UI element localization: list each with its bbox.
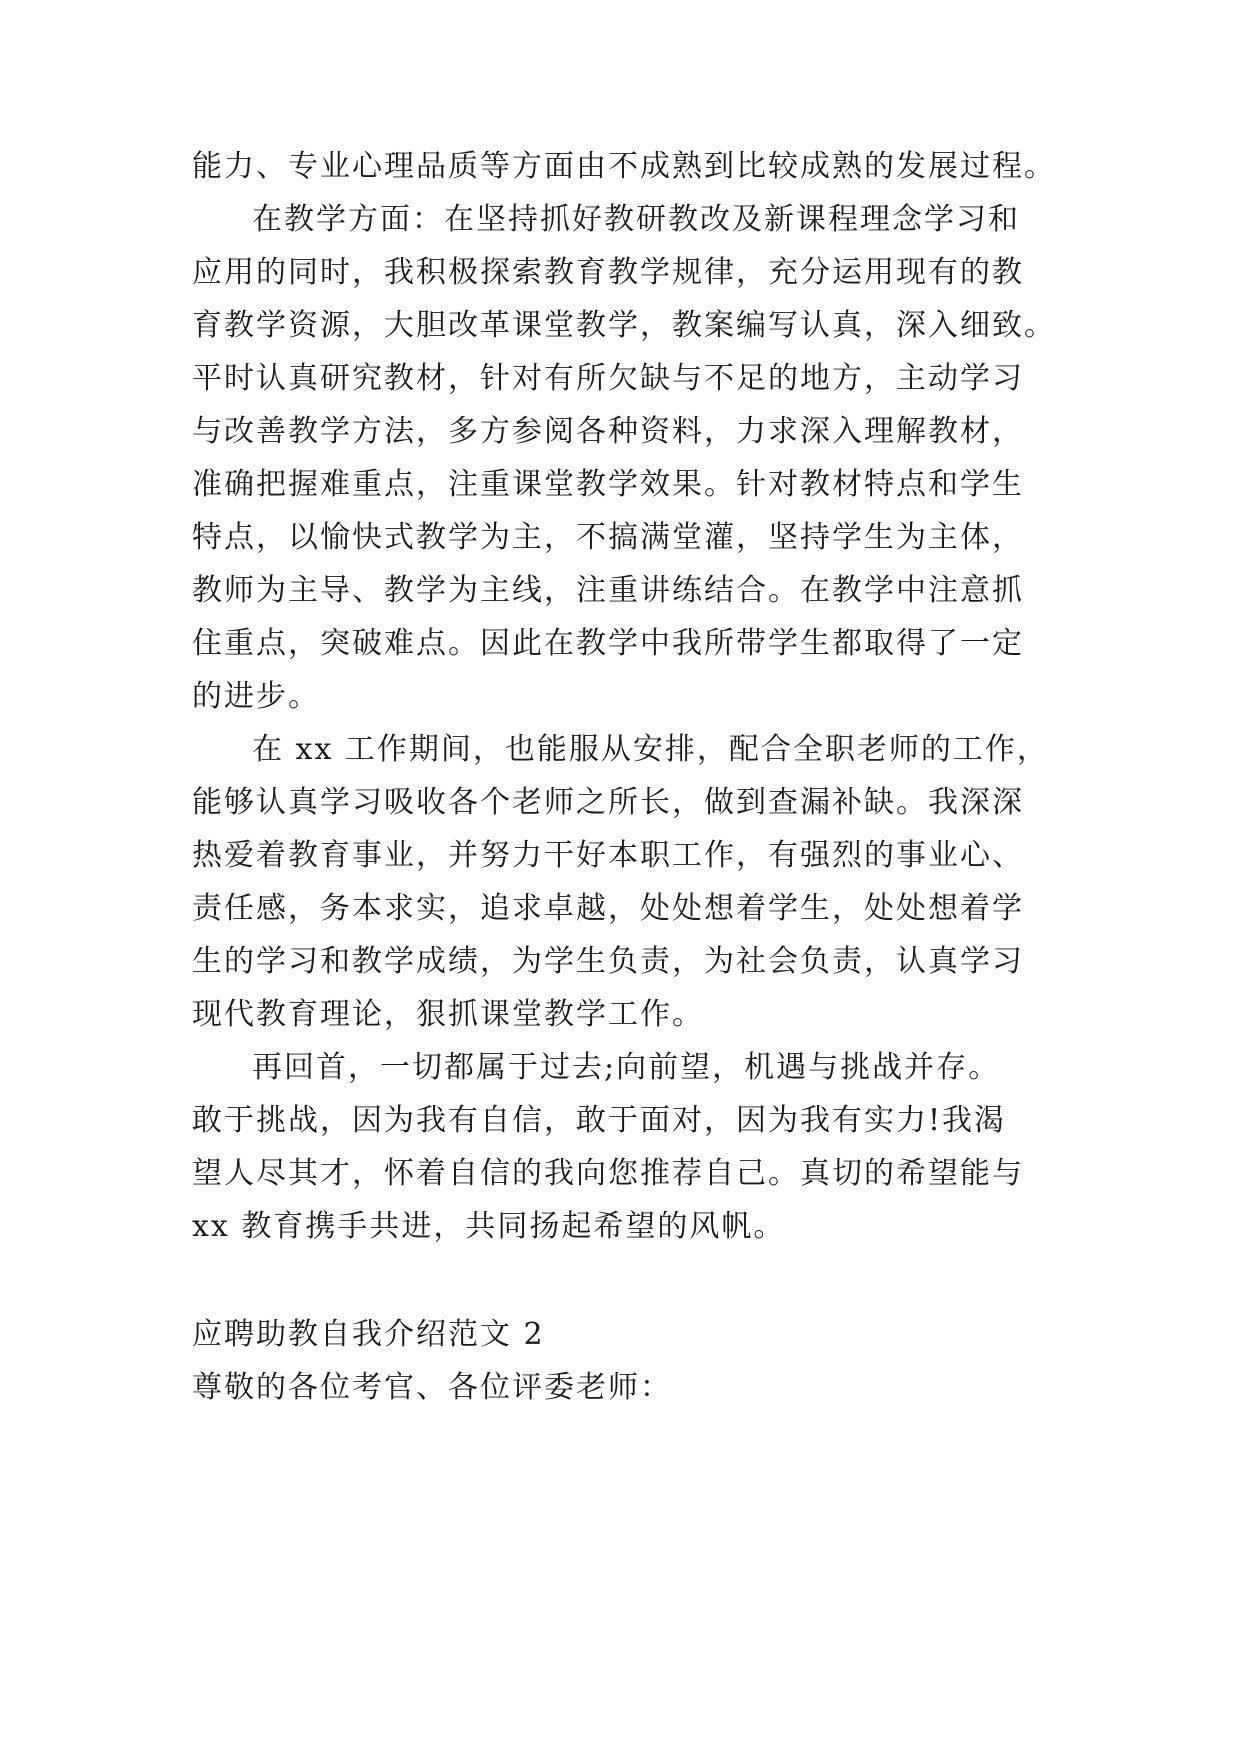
text-line: 责任感，务本求实，追求卓越，处处想着学生，处处想着学	[192, 891, 1024, 926]
text-line: 教师为主导、教学为主线，注重讲练结合。在教学中注意抓	[192, 573, 1024, 608]
paragraph-first-line: 在教学方面：在坚持抓好教研教改及新课程理念学习和	[252, 202, 1020, 237]
text-line: 与改善教学方法，多方参阅各种资料，力求深入理解教材，	[192, 414, 1024, 449]
text-line: 能够认真学习吸收各个老师之所长，做到查漏补缺。我深深	[192, 785, 1024, 820]
text-line: 能力、专业心理品质等方面由不成熟到比较成熟的发展过程。	[192, 149, 1056, 184]
paragraph-first-line: 再回首，一切都属于过去;向前望，机遇与挑战并存。	[252, 1050, 1001, 1085]
text-line: xx 教育携手共进，共同扬起希望的风帆。	[192, 1209, 786, 1244]
text-line: 的进步。	[192, 679, 320, 714]
text-line: 敢于挑战，因为我有自信，敢于面对，因为我有实力!我渴	[192, 1103, 1007, 1138]
text-line: 特点，以愉快式教学为主，不搞满堂灌，坚持学生为主体，	[192, 520, 1024, 555]
text-line: 平时认真研究教材，针对有所欠缺与不足的地方，主动学习	[192, 361, 1024, 396]
text-line: 准确把握难重点，注重课堂教学效果。针对教材特点和学生	[192, 467, 1024, 502]
text-line: 望人尽其才，怀着自信的我向您推荐自己。真切的希望能与	[192, 1156, 1024, 1191]
text-line: 住重点，突破难点。因此在教学中我所带学生都取得了一定	[192, 626, 1024, 661]
text-line: 应用的同时，我积极探索教育教学规律，充分运用现有的教	[192, 255, 1024, 290]
text-line: 生的学习和教学成绩，为学生负责，为社会负责，认真学习	[192, 944, 1024, 979]
text-line: 热爱着教育事业，并努力干好本职工作，有强烈的事业心、	[192, 838, 1024, 873]
salutation: 尊敬的各位考官、各位评委老师：	[192, 1370, 672, 1405]
section-heading: 应聘助教自我介绍范文 2	[192, 1317, 545, 1352]
paragraph-first-line: 在 xx 工作期间，也能服从安排，配合全职老师的工作，	[252, 732, 1049, 767]
text-line: 现代教育理论，狠抓课堂教学工作。	[192, 997, 704, 1032]
text-line: 育教学资源，大胆改革课堂教学，教案编写认真，深入细致。	[192, 308, 1056, 343]
